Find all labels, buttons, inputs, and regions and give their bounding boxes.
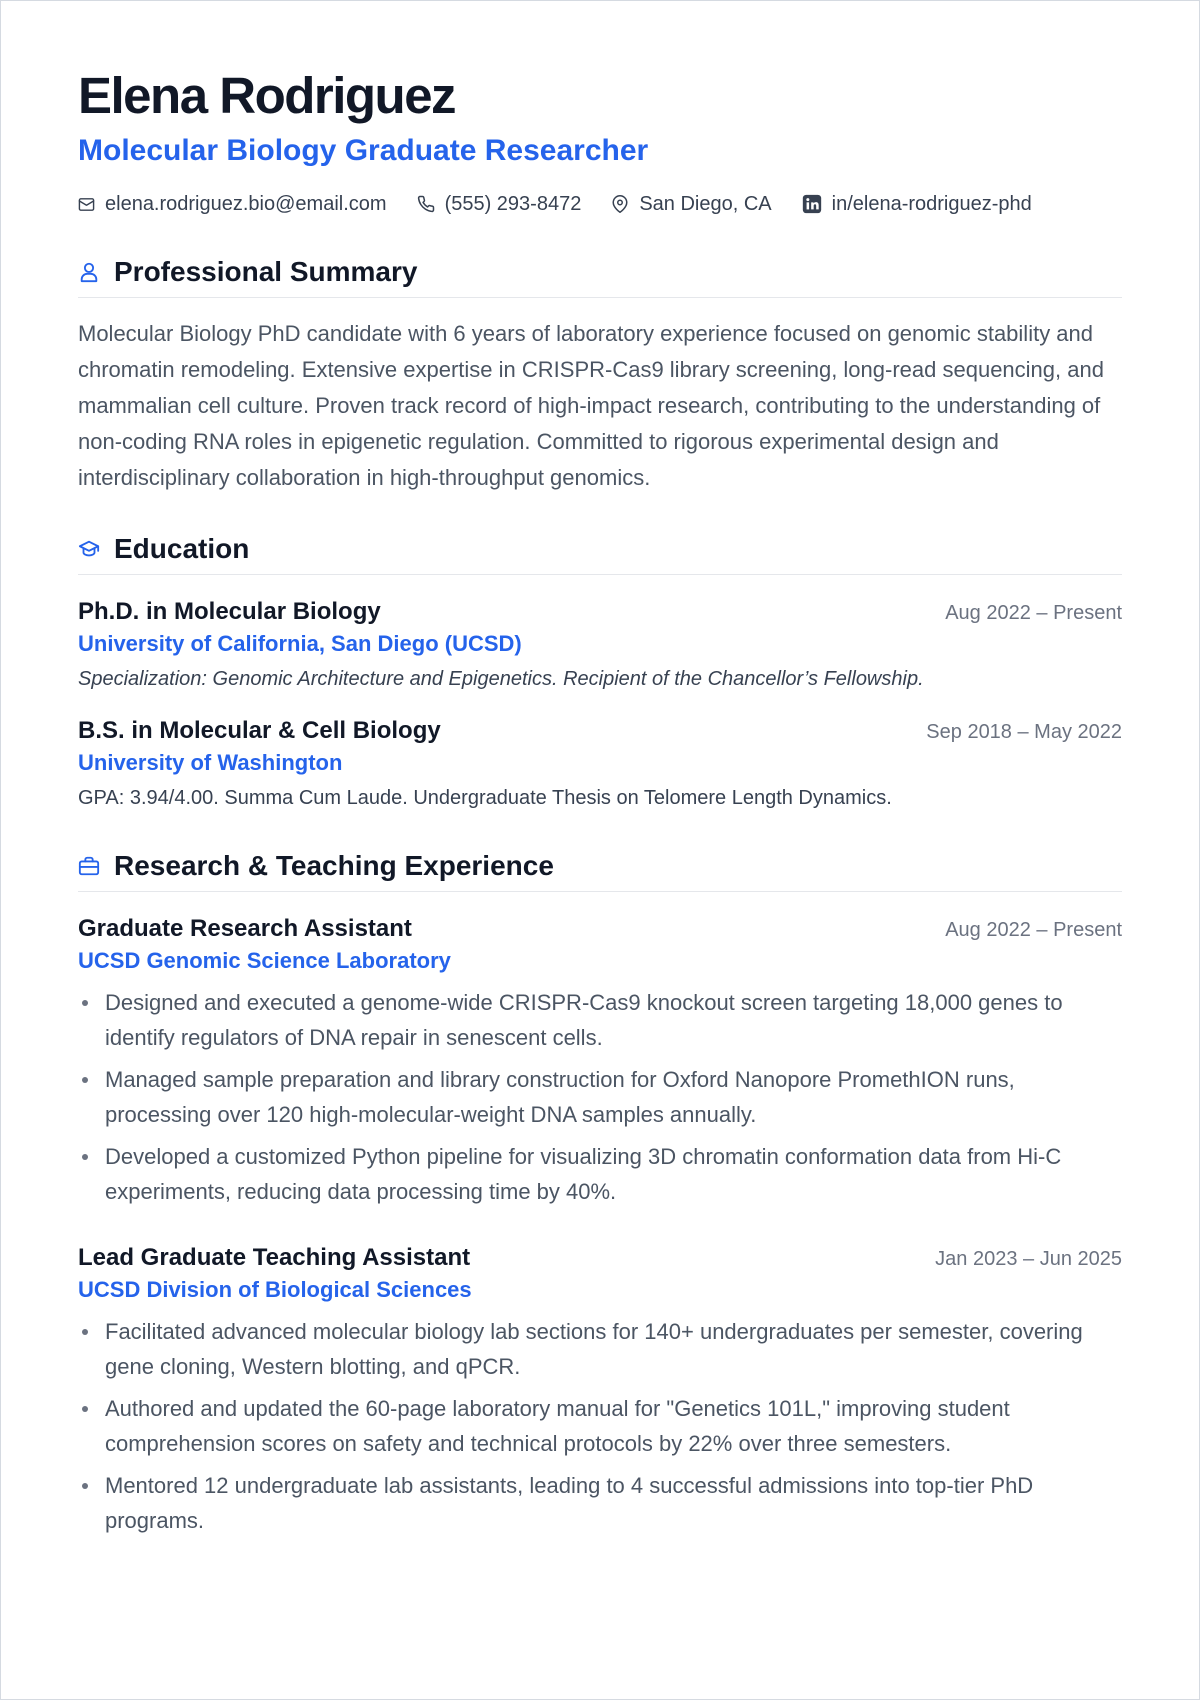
contact-email[interactable] <box>78 189 387 219</box>
experience-dates: Aug 2022 – Present <box>945 919 1122 941</box>
linkedin-icon <box>802 194 822 214</box>
graduation-cap-icon <box>78 538 100 560</box>
summary-text: Molecular Biology PhD candidate with 6 years of laboratory experience focused on genomic stability and chromatin remodeling. Extensive expertise in CRISPR-Cas9 library screening, long-read sequencing, and mammalian cell culture. Proven track record of high-impact research, contributing to the understanding of non-coding RNA roles in epigenetic regulation. Committed to rigorous experimental design and interdisciplinary collaboration in high-throughput genomics. <box>78 321 1104 490</box>
organization-name: UCSD Division of Biological Sciences <box>78 1277 472 1302</box>
achievement-item: Facilitated advanced molecular biology lab sections for 140+ undergraduates per semester, covering gene cloning, Western blotting, and qPCR. <box>78 1314 1122 1384</box>
contact-phone-text: (555) 293-8472 <box>444 193 582 215</box>
education-entry <box>78 597 1122 694</box>
achievement-item: Developed a customized Python pipeline for visualizing 3D chromatin conformation data from Hi-C experiments, reducing data processing time by 40%. <box>78 1139 1122 1209</box>
education-dates: Sep 2018 – May 2022 <box>926 721 1122 743</box>
candidate-headline: Molecular Biology Graduate Researcher <box>78 134 649 167</box>
achievement-item: Mentored 12 undergraduate lab assistants, leading to 4 successful admissions into top-tier PhD programs. <box>78 1468 1122 1538</box>
summary-header <box>78 255 1122 298</box>
role-title: Lead Graduate Teaching Assistant <box>78 1244 471 1271</box>
education-note: GPA: 3.94/4.00. Summa Cum Laude. Undergraduate Thesis on Telomere Length Dynamics. <box>78 787 892 809</box>
achievement-item: Managed sample preparation and library construction for Oxford Nanopore PromethION runs, processing over 120 high-molecular-weight DNA samples annually. <box>78 1062 1122 1132</box>
contact-location-text: San Diego, CA <box>639 193 772 215</box>
contact-linkedin[interactable] <box>802 189 1032 219</box>
education-entry <box>78 716 1122 813</box>
school-name: University of California, San Diego (UCSD) <box>78 631 522 656</box>
education-section <box>78 532 1122 813</box>
experience-section <box>78 849 1122 1538</box>
achievement-item: Designed and executed a genome-wide CRISPR-Cas9 knockout screen targeting 18,000 genes to identify regulators of DNA repair in senescent cells. <box>78 985 1122 1055</box>
achievement-list <box>78 985 1122 1209</box>
resume-header <box>78 65 1122 219</box>
education-header <box>78 532 1122 575</box>
experience-header <box>78 849 1122 892</box>
summary-section <box>78 255 1122 496</box>
candidate-name: Elena Rodriguez <box>78 67 456 124</box>
contact-email-text: elena.rodriguez.bio@email.com <box>105 193 387 215</box>
achievement-item: Authored and updated the 60-page laboratory manual for "Genetics 101L," improving student comprehension scores on safety and technical protocols by 22% over three semesters. <box>78 1391 1122 1461</box>
summary-title: Professional Summary <box>114 256 418 287</box>
contact-bar <box>78 189 1122 219</box>
school-name: University of Washington <box>78 750 343 775</box>
education-title: Education <box>114 533 250 564</box>
contact-phone[interactable] <box>417 189 582 219</box>
role-title: Graduate Research Assistant <box>78 915 412 942</box>
contact-linkedin-text: in/elena-rodriguez-phd <box>831 193 1032 215</box>
mail-icon <box>78 196 95 213</box>
degree-title: Ph.D. in Molecular Biology <box>78 598 381 625</box>
organization-name: UCSD Genomic Science Laboratory <box>78 948 451 973</box>
experience-entry <box>78 1243 1122 1538</box>
degree-title: B.S. in Molecular & Cell Biology <box>78 717 441 744</box>
user-icon <box>78 260 100 284</box>
briefcase-icon <box>78 855 100 877</box>
education-dates: Aug 2022 – Present <box>945 602 1122 624</box>
phone-icon <box>417 195 435 213</box>
experience-title: Research & Teaching Experience <box>114 850 554 881</box>
experience-dates: Jan 2023 – Jun 2025 <box>935 1248 1122 1270</box>
education-note: Specialization: Genomic Architecture and Epigenetics. Recipient of the Chancellor’s Fellowship. <box>78 668 924 690</box>
experience-entry <box>78 914 1122 1209</box>
achievement-list <box>78 1314 1122 1538</box>
map-pin-icon <box>611 195 629 213</box>
contact-location <box>611 189 771 219</box>
